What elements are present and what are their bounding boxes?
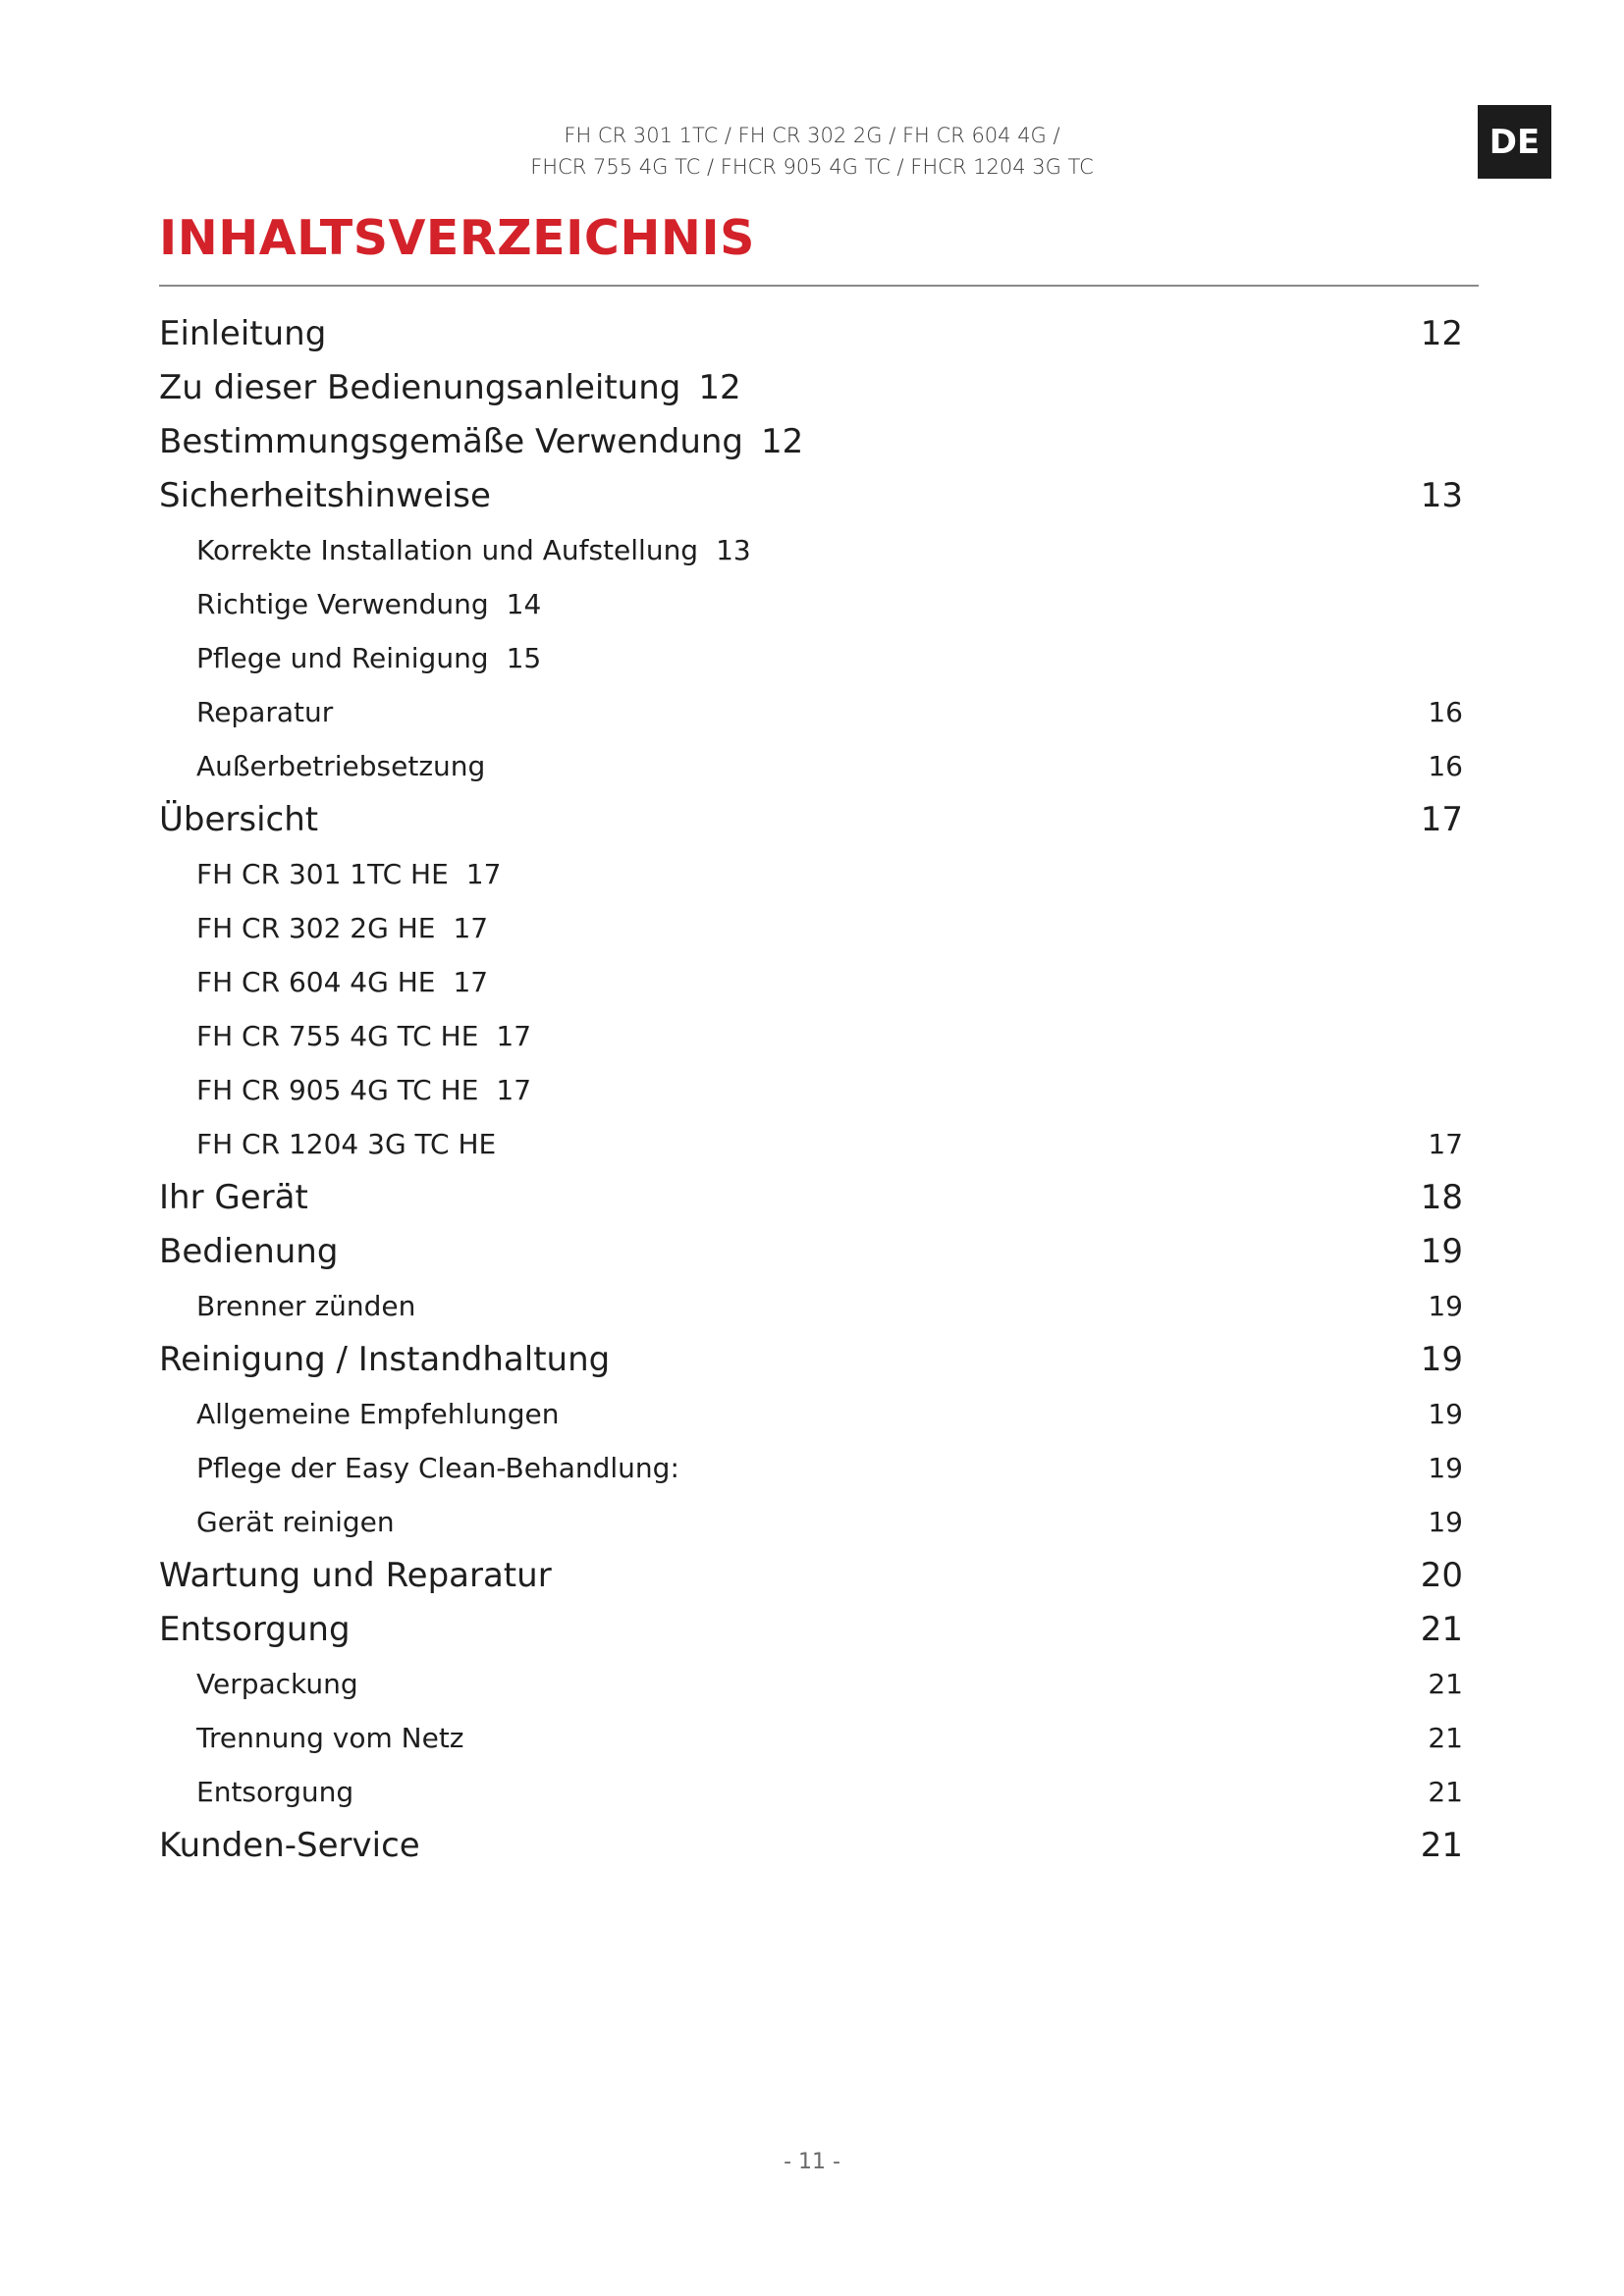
toc-entry-page: 19 (1428, 1506, 1463, 1538)
toc-entry-label (159, 1225, 338, 1279)
header-models-line-2: FHCR 755 4G TC / FHCR 905 4G TC / FHCR 1204 3G TC (530, 155, 1094, 179)
page-number: - 11 - (784, 2150, 840, 2174)
toc-entry-title: Reparatur (196, 696, 334, 728)
toc-entry-label (159, 1819, 420, 1873)
toc-entry[interactable] (0, 955, 1624, 1009)
toc-entry-label (159, 1603, 351, 1657)
toc-entry-title: FH CR 1204 3G TC HE (196, 1128, 497, 1160)
toc-entry[interactable] (0, 793, 1624, 847)
toc-entry-title: Verpackung (196, 1668, 358, 1700)
toc-entry-title: Sicherheitshinweise (159, 476, 491, 515)
toc-entry-page: 17 (496, 1020, 532, 1052)
toc-entry-label (159, 1549, 552, 1603)
toc-entry-label (196, 847, 501, 901)
toc-entry-label (196, 1441, 679, 1495)
header-model-list (0, 120, 1624, 183)
toc-entry-title: Bestimmungsgemäße Verwendung (159, 422, 744, 461)
toc-entry-page: 19 (1428, 1290, 1463, 1322)
toc-entry[interactable] (0, 469, 1624, 523)
toc-entry-page: 12 (698, 368, 741, 407)
toc-entry-page: 19 (1428, 1398, 1463, 1430)
toc-entry-label (196, 901, 488, 955)
toc-entry-title: Übersicht (159, 800, 319, 839)
toc-entry-label (159, 793, 318, 847)
toc-entry-page: 21 (1428, 1668, 1463, 1700)
toc-entry-page: 17 (496, 1074, 532, 1106)
toc-entry-label (196, 1495, 395, 1549)
toc-entry[interactable] (0, 1711, 1624, 1765)
toc-entry-label (196, 1387, 559, 1441)
toc-entry[interactable] (0, 1657, 1624, 1711)
toc-entry-title: Entsorgung (159, 1610, 351, 1649)
toc-entry-page: 18 (1420, 1178, 1463, 1217)
toc-entry[interactable] (0, 1387, 1624, 1441)
toc-entry-label (196, 739, 485, 793)
toc-entry-page: 21 (1420, 1610, 1463, 1649)
toc-entry-title: Zu dieser Bedienungsanleitung (159, 368, 681, 407)
toc-entry-label (159, 361, 741, 415)
toc-entry-label (196, 1711, 464, 1765)
toc-entry-title: Kunden-Service (159, 1826, 420, 1865)
toc-entry-label (196, 955, 488, 1009)
toc-entry-title: Einleitung (159, 314, 327, 353)
toc-entry-title: Ihr Gerät (159, 1178, 308, 1217)
toc-entry[interactable] (0, 1171, 1624, 1225)
toc-entry-title: Bedienung (159, 1232, 339, 1271)
toc-entry-title: Entsorgung (196, 1776, 354, 1808)
toc-entry-title: Wartung und Reparatur (159, 1556, 552, 1595)
toc-entry-label (159, 469, 491, 523)
toc-entry-label (196, 1117, 496, 1171)
toc-entry-title: Brenner zünden (196, 1290, 416, 1322)
toc-entry[interactable] (0, 523, 1624, 577)
toc-entry-page: 17 (465, 858, 502, 890)
toc-entry-label (159, 307, 326, 361)
toc-entry[interactable] (0, 685, 1624, 739)
toc-entry-page: 19 (1428, 1452, 1463, 1484)
toc-entry-title: Korrekte Installation und Aufstellung (196, 534, 699, 566)
toc-entry-page: 15 (506, 642, 542, 674)
toc-entry-label (196, 1009, 531, 1063)
toc-entry[interactable] (0, 847, 1624, 901)
toc-entry[interactable] (0, 577, 1624, 631)
toc-entry[interactable] (0, 1063, 1624, 1117)
toc-entry-label (159, 415, 803, 469)
toc-entry-page: 17 (453, 966, 489, 998)
toc-entry-page: 14 (506, 588, 542, 620)
page-title: INHALTSVERZEICHNIS (159, 210, 755, 266)
toc-entry[interactable] (0, 1225, 1624, 1279)
toc-entry-page: 17 (453, 912, 489, 944)
toc-entry[interactable] (0, 1603, 1624, 1657)
toc-entry[interactable] (0, 631, 1624, 685)
toc-entry[interactable] (0, 1549, 1624, 1603)
toc-entry-page: 13 (716, 534, 751, 566)
toc-entry-title: FH CR 302 2G HE (196, 912, 436, 944)
toc-entry-page: 17 (1420, 800, 1463, 839)
language-badge: DE (1478, 105, 1551, 179)
toc-entry-title: FH CR 604 4G HE (196, 966, 436, 998)
toc-entry-page: 19 (1420, 1340, 1463, 1379)
toc-entry-page: 19 (1420, 1232, 1463, 1271)
toc-entry-page: 20 (1420, 1556, 1463, 1595)
toc-entry[interactable] (0, 901, 1624, 955)
toc-entry-title: Außerbetriebsetzung (196, 750, 486, 782)
toc-entry-label (196, 1279, 415, 1333)
toc-entry[interactable] (0, 739, 1624, 793)
toc-entry[interactable] (0, 1117, 1624, 1171)
toc-entry-title: Pflege und Reinigung (196, 642, 489, 674)
toc-entry[interactable] (0, 307, 1624, 361)
toc-entry-page: 13 (1420, 476, 1463, 515)
toc-entry[interactable] (0, 1333, 1624, 1387)
toc-entry[interactable] (0, 1495, 1624, 1549)
toc-entry-page: 16 (1428, 696, 1463, 728)
toc-entry-label (196, 1765, 353, 1819)
toc-entry-title: Allgemeine Empfehlungen (196, 1398, 560, 1430)
toc-entry-page: 17 (1428, 1128, 1463, 1160)
toc-entry-label (196, 631, 541, 685)
toc-entry-page: 16 (1428, 750, 1463, 782)
toc-entry-title: Reinigung / Instandhaltung (159, 1340, 611, 1379)
toc-entry[interactable] (0, 1279, 1624, 1333)
title-divider (159, 285, 1479, 287)
toc-entry[interactable] (0, 1819, 1624, 1873)
toc-entry-label (196, 1657, 358, 1711)
toc-entry[interactable] (0, 361, 1624, 415)
toc-entry[interactable] (0, 1765, 1624, 1819)
toc-entry-label (159, 1171, 308, 1225)
toc-entry-title: FH CR 905 4G TC HE (196, 1074, 479, 1106)
toc-entry-title: Trennung vom Netz (196, 1722, 464, 1754)
toc-entry[interactable] (0, 1009, 1624, 1063)
table-of-contents (0, 307, 1624, 1873)
toc-entry-label (196, 1063, 531, 1117)
toc-entry[interactable] (0, 1441, 1624, 1495)
toc-entry-title: Richtige Verwendung (196, 588, 489, 620)
toc-entry-page: 21 (1428, 1776, 1463, 1808)
toc-entry-label (159, 1333, 610, 1387)
toc-entry-title: FH CR 301 1TC HE (196, 858, 449, 890)
toc-entry-label (196, 523, 751, 577)
toc-entry-title: FH CR 755 4G TC HE (196, 1020, 479, 1052)
toc-entry[interactable] (0, 415, 1624, 469)
toc-entry-label (196, 685, 333, 739)
toc-entry-page: 12 (1420, 314, 1463, 353)
toc-entry-page: 21 (1420, 1826, 1463, 1865)
toc-entry-title: Gerät reinigen (196, 1506, 395, 1538)
toc-entry-label (196, 577, 541, 631)
toc-entry-page: 21 (1428, 1722, 1463, 1754)
toc-entry-title: Pflege der Easy Clean-Behandlung: (196, 1452, 679, 1484)
toc-entry-page: 12 (761, 422, 804, 461)
header-models-line-1: FH CR 301 1TC / FH CR 302 2G / FH CR 604 4G / (564, 124, 1060, 147)
